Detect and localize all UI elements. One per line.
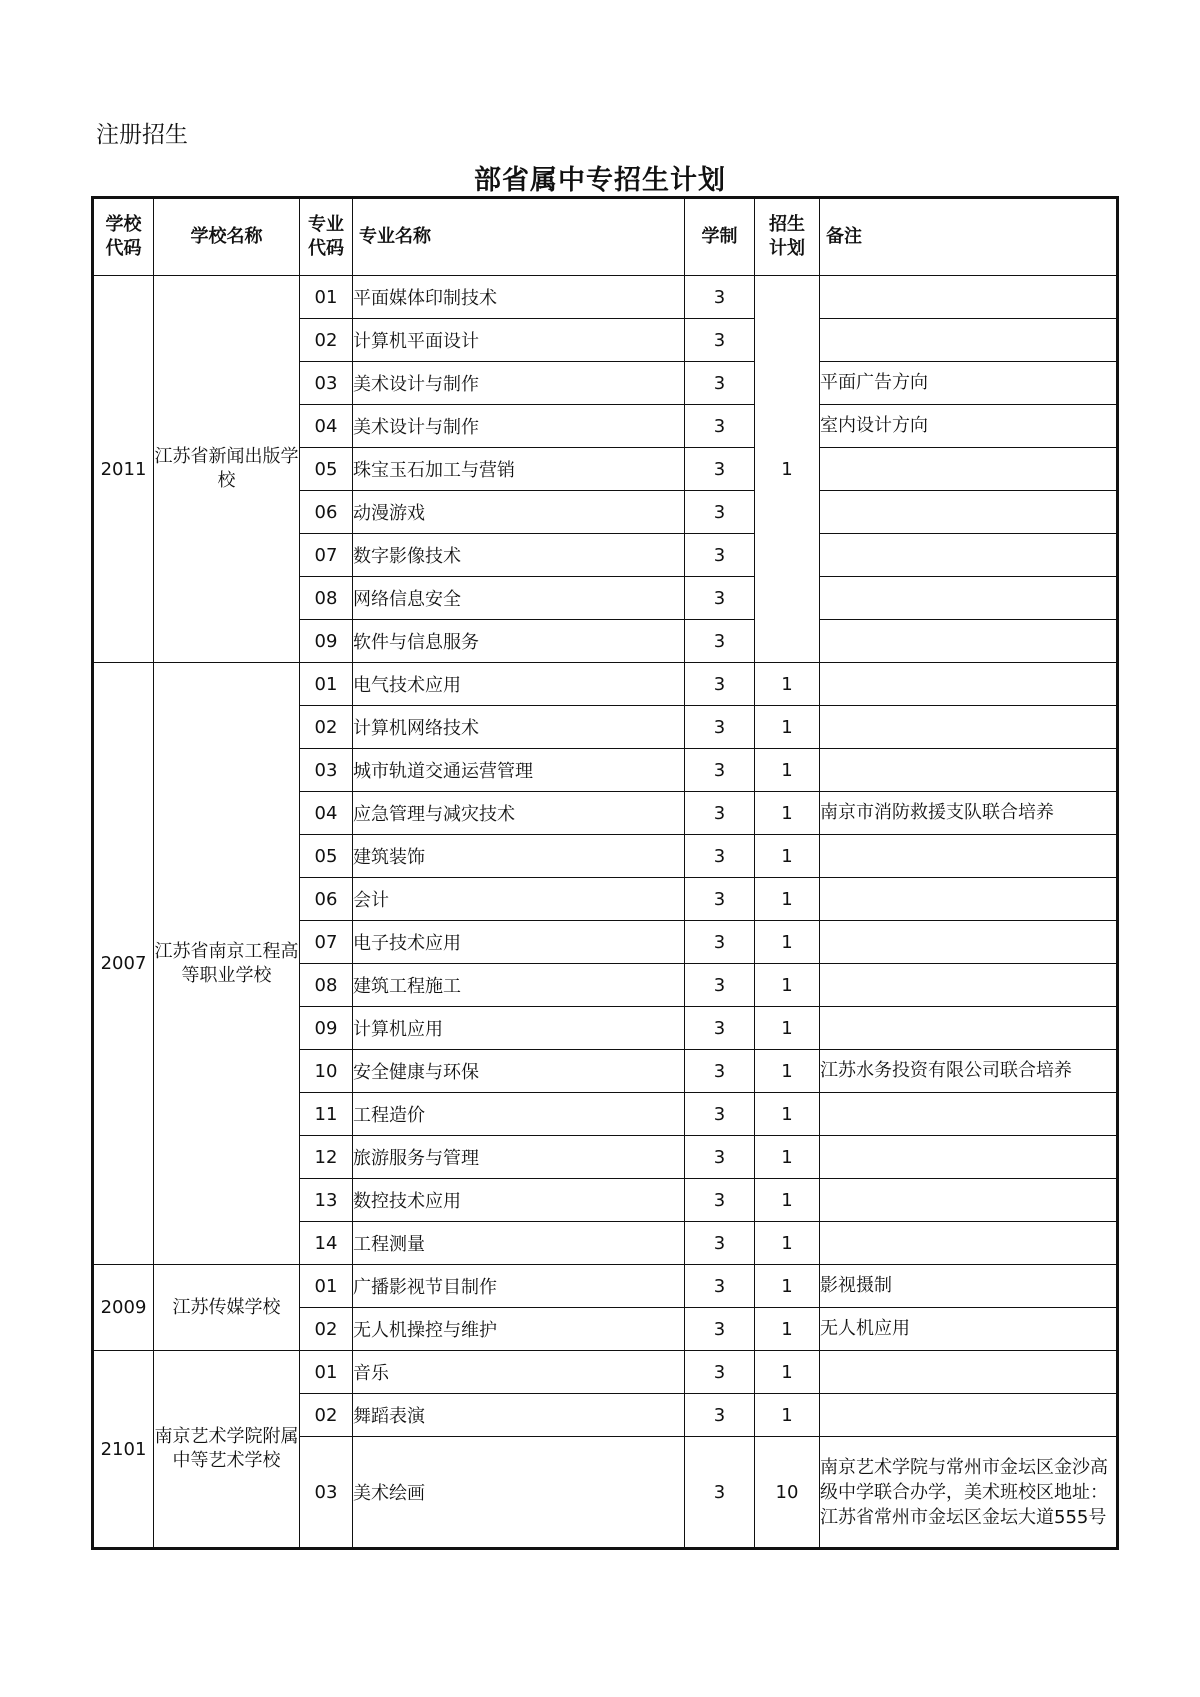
major-code: 02 [300, 1394, 353, 1437]
note: 南京艺术学院与常州市金坛区金沙高级中学联合办学，美术班校区地址：江苏省常州市金坛区金坛大道555号 [820, 1437, 1118, 1549]
duration: 3 [685, 921, 755, 964]
major-name: 计算机平面设计 [353, 319, 685, 362]
major-name: 会计 [353, 878, 685, 921]
major-code: 08 [300, 964, 353, 1007]
duration: 3 [685, 964, 755, 1007]
major-name: 广播影视节目制作 [353, 1265, 685, 1308]
note [820, 1222, 1118, 1265]
duration: 3 [685, 706, 755, 749]
major-code: 06 [300, 491, 353, 534]
plan-count: 1 [755, 706, 820, 749]
header-school-code-line1: 学校 [105, 214, 142, 235]
plan-count: 1 [755, 1265, 820, 1308]
duration: 3 [685, 1050, 755, 1093]
note [820, 1179, 1118, 1222]
duration: 3 [685, 448, 755, 491]
major-code: 07 [300, 534, 353, 577]
duration: 3 [685, 319, 755, 362]
major-code: 13 [300, 1179, 353, 1222]
duration: 3 [685, 1437, 755, 1549]
duration: 3 [685, 1265, 755, 1308]
major-code: 03 [300, 749, 353, 792]
major-code: 08 [300, 577, 353, 620]
major-name: 数字影像技术 [353, 534, 685, 577]
major-code: 02 [300, 706, 353, 749]
duration: 3 [685, 878, 755, 921]
note [820, 448, 1118, 491]
page-title: 部省属中专招生计划 [474, 165, 726, 196]
note [820, 921, 1118, 964]
duration: 3 [685, 620, 755, 663]
school-name: 南京艺术学院附属中等艺术学校 [154, 1351, 300, 1549]
duration: 3 [685, 792, 755, 835]
major-name: 平面媒体印制技术 [353, 276, 685, 319]
duration: 3 [685, 1394, 755, 1437]
major-code: 03 [300, 362, 353, 405]
plan-count: 1 [755, 1308, 820, 1351]
header-major-code-line1: 专业 [308, 214, 344, 235]
major-code: 07 [300, 921, 353, 964]
note [820, 964, 1118, 1007]
note: 影视摄制 [820, 1265, 1118, 1308]
duration: 3 [685, 491, 755, 534]
major-code: 04 [300, 792, 353, 835]
duration: 3 [685, 749, 755, 792]
major-name: 计算机应用 [353, 1007, 685, 1050]
major-name: 数控技术应用 [353, 1179, 685, 1222]
table-row [93, 663, 1118, 706]
major-name: 网络信息安全 [353, 577, 685, 620]
major-name: 美术绘画 [353, 1437, 685, 1549]
major-name: 舞蹈表演 [353, 1394, 685, 1437]
major-code: 03 [300, 1437, 353, 1549]
major-code: 14 [300, 1222, 353, 1265]
note [820, 534, 1118, 577]
major-code: 12 [300, 1136, 353, 1179]
plan-count: 1 [755, 1050, 820, 1093]
note [820, 878, 1118, 921]
note: 无人机应用 [820, 1308, 1118, 1351]
duration: 3 [685, 1351, 755, 1394]
plan-count: 1 [755, 1136, 820, 1179]
major-name: 美术设计与制作 [353, 362, 685, 405]
plan-count: 1 [755, 1093, 820, 1136]
plan-count: 1 [755, 921, 820, 964]
note [820, 1093, 1118, 1136]
plan-count: 1 [755, 964, 820, 1007]
note [820, 319, 1118, 362]
note [820, 276, 1118, 319]
plan-count: 1 [755, 749, 820, 792]
major-name: 软件与信息服务 [353, 620, 685, 663]
table-row [93, 1351, 1118, 1394]
school-code: 2101 [93, 1351, 154, 1549]
note [820, 663, 1118, 706]
major-name: 美术设计与制作 [353, 405, 685, 448]
major-name: 工程造价 [353, 1093, 685, 1136]
table-row [93, 1265, 1118, 1308]
major-code: 05 [300, 835, 353, 878]
plan-count: 1 [755, 1179, 820, 1222]
duration: 3 [685, 835, 755, 878]
major-name: 应急管理与减灾技术 [353, 792, 685, 835]
header-duration: 学制 [685, 198, 755, 276]
note [820, 749, 1118, 792]
plan-count: 1 [755, 663, 820, 706]
plan-count: 1 [755, 1394, 820, 1437]
plan-count: 1 [755, 1351, 820, 1394]
major-code: 01 [300, 1351, 353, 1394]
major-name: 城市轨道交通运营管理 [353, 749, 685, 792]
header-plan-line1: 招生 [769, 214, 805, 235]
note: 江苏水务投资有限公司联合培养 [820, 1050, 1118, 1093]
header-major-name: 专业名称 [353, 198, 685, 276]
header-major-code-line2: 代码 [308, 238, 344, 259]
major-name: 建筑工程施工 [353, 964, 685, 1007]
major-code: 02 [300, 1308, 353, 1351]
duration: 3 [685, 534, 755, 577]
note [820, 835, 1118, 878]
major-name: 安全健康与环保 [353, 1050, 685, 1093]
header-major-code [300, 198, 353, 276]
page-label: 注册招生 [96, 122, 188, 148]
school-name: 江苏省新闻出版学校 [154, 276, 300, 663]
school-code: 2007 [93, 663, 154, 1265]
school-name: 江苏省南京工程高等职业学校 [154, 663, 300, 1265]
major-code: 02 [300, 319, 353, 362]
duration: 3 [685, 663, 755, 706]
table-row [93, 276, 1118, 319]
duration: 3 [685, 405, 755, 448]
header-plan [755, 198, 820, 276]
note [820, 491, 1118, 534]
note [820, 1136, 1118, 1179]
plan-count: 1 [755, 1222, 820, 1265]
note [820, 1007, 1118, 1050]
major-name: 建筑装饰 [353, 835, 685, 878]
note [820, 577, 1118, 620]
major-name: 计算机网络技术 [353, 706, 685, 749]
school-code: 2009 [93, 1265, 154, 1351]
header-school-code-line2: 代码 [105, 238, 142, 259]
enrollment-plan-table [91, 196, 1119, 1550]
major-code: 01 [300, 663, 353, 706]
major-name: 旅游服务与管理 [353, 1136, 685, 1179]
major-name: 工程测量 [353, 1222, 685, 1265]
duration: 3 [685, 276, 755, 319]
duration: 3 [685, 1007, 755, 1050]
note [820, 1394, 1118, 1437]
major-name: 电子技术应用 [353, 921, 685, 964]
plan-count: 1 [755, 1007, 820, 1050]
major-code: 09 [300, 1007, 353, 1050]
plan-count: 1 [755, 276, 820, 663]
major-name: 音乐 [353, 1351, 685, 1394]
duration: 3 [685, 1179, 755, 1222]
major-code: 11 [300, 1093, 353, 1136]
major-name: 电气技术应用 [353, 663, 685, 706]
major-code: 06 [300, 878, 353, 921]
note: 室内设计方向 [820, 405, 1118, 448]
note [820, 620, 1118, 663]
plan-count: 10 [755, 1437, 820, 1549]
duration: 3 [685, 1136, 755, 1179]
major-code: 10 [300, 1050, 353, 1093]
header-school-code [93, 198, 154, 276]
note [820, 1351, 1118, 1394]
header-plan-line2: 计划 [769, 238, 805, 259]
major-name: 珠宝玉石加工与营销 [353, 448, 685, 491]
major-code: 09 [300, 620, 353, 663]
note [820, 706, 1118, 749]
duration: 3 [685, 1222, 755, 1265]
major-code: 05 [300, 448, 353, 491]
plan-count: 1 [755, 835, 820, 878]
note: 平面广告方向 [820, 362, 1118, 405]
header-row [93, 198, 1118, 276]
major-code: 01 [300, 276, 353, 319]
note: 南京市消防救援支队联合培养 [820, 792, 1118, 835]
school-name: 江苏传媒学校 [154, 1265, 300, 1351]
major-code: 04 [300, 405, 353, 448]
header-school-name: 学校名称 [154, 198, 300, 276]
major-code: 01 [300, 1265, 353, 1308]
duration: 3 [685, 1308, 755, 1351]
duration: 3 [685, 1093, 755, 1136]
school-code: 2011 [93, 276, 154, 663]
duration: 3 [685, 362, 755, 405]
major-name: 无人机操控与维护 [353, 1308, 685, 1351]
major-name: 动漫游戏 [353, 491, 685, 534]
header-note: 备注 [820, 198, 1118, 276]
plan-count: 1 [755, 792, 820, 835]
plan-count: 1 [755, 878, 820, 921]
duration: 3 [685, 577, 755, 620]
